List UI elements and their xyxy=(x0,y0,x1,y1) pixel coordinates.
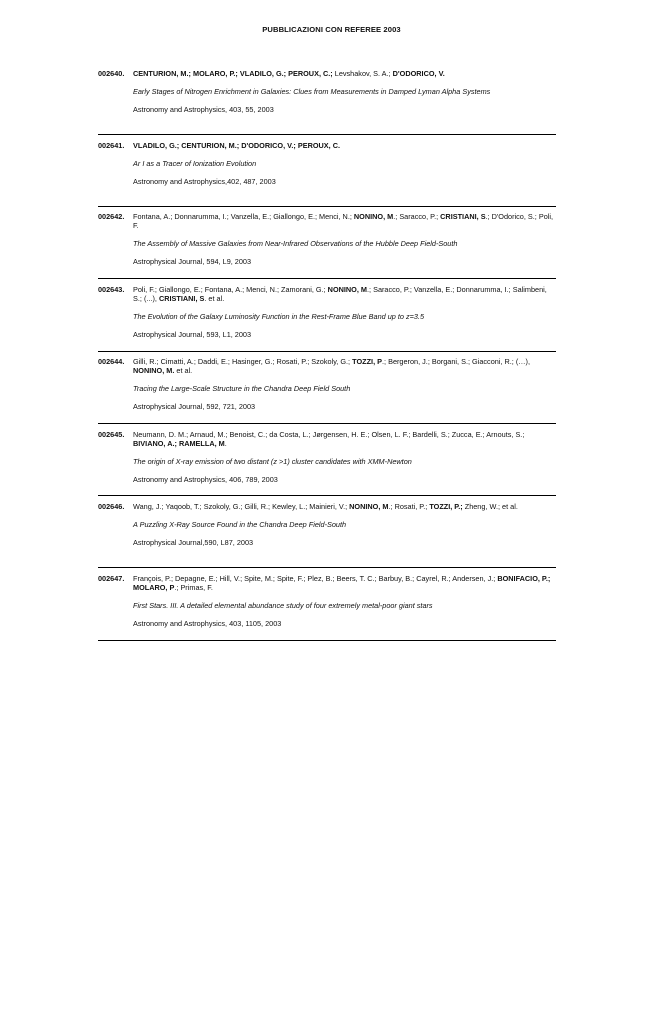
divider xyxy=(98,134,556,135)
publication-journal: Astrophysical Journal,590, L87, 2003 xyxy=(133,538,254,547)
author-text: .; Bergeron, J.; Borgani, S.; Giacconi, R.; (…), xyxy=(382,357,531,366)
publication-title: Early Stages of Nitrogen Enrichment in Galaxies: Clues from Measurements in Damped Lyman Alpha Systems xyxy=(133,87,491,96)
publication-number: 002644. xyxy=(98,357,125,366)
divider xyxy=(98,206,556,207)
publication-entry xyxy=(98,141,556,186)
publication-authors xyxy=(133,285,556,303)
publication-authors xyxy=(133,141,556,150)
publication-authors xyxy=(133,212,556,230)
publication-title: A Puzzling X-Ray Source Found in the Chandra Deep Field-South xyxy=(133,520,347,529)
author-highlight: NONINO, M xyxy=(349,502,389,511)
page-title: PUBBLICAZIONI CON REFEREE 2003 xyxy=(262,25,401,34)
publication-entry xyxy=(98,574,556,628)
author-highlight: BIVIANO, A.; RAMELLA, M xyxy=(133,439,225,448)
author-text: .; Rosati, P.; xyxy=(388,502,430,511)
publication-content xyxy=(133,212,556,266)
publication-authors xyxy=(133,502,556,511)
publication-authors xyxy=(133,574,556,592)
author-text: François, P.; Depagne, E.; Hill, V.; Spite, M.; Spite, F.; Plez, B.; Beers, T. C.; Barbuy, B.; Cayrel, R.; Andersen, J.; xyxy=(133,574,498,583)
publication-title: The Evolution of the Galaxy Luminosity Function in the Rest-Frame Blue Band up to z=3.5 xyxy=(133,312,425,321)
publication-content xyxy=(133,69,556,114)
publication-authors xyxy=(133,357,556,375)
publication-title: Tracing the Large-Scale Structure in the Chandra Deep Field South xyxy=(133,384,351,393)
publication-content xyxy=(133,357,556,411)
publication-number: 002643. xyxy=(98,285,125,294)
author-highlight: CENTURION, M.; MOLARO, P.; VLADILO, G.; PEROUX, C.; xyxy=(133,69,333,78)
author-highlight: BONIFACIO, P.; MOLARO, P xyxy=(133,574,551,592)
author-text: . et al. xyxy=(204,294,225,303)
divider xyxy=(98,495,556,496)
publication-journal: Astrophysical Journal, 592, 721, 2003 xyxy=(133,402,256,411)
publication-content xyxy=(133,574,556,628)
author-highlight: NONINO, M. xyxy=(133,366,175,375)
publication-entry xyxy=(98,285,556,339)
publication-entry xyxy=(98,69,556,114)
author-text: .; Saracco, P.; Vanzella, E.; Donnarumma, I.; Salimbeni, S.; (...), xyxy=(133,285,547,303)
author-highlight: VLADILO, G.; CENTURION, M.; D'ODORICO, V.; PEROUX, C. xyxy=(133,141,341,150)
publication-content xyxy=(133,430,556,484)
publication-number: 002640. xyxy=(98,69,125,78)
publication-authors xyxy=(133,430,556,448)
author-text: et al. xyxy=(174,366,193,375)
author-text: Gilli, R.; Cimatti, A.; Daddi, E.; Hasinger, G.; Rosati, P.; Szokoly, G.; xyxy=(133,357,353,366)
publication-content xyxy=(133,502,556,547)
author-highlight: TOZZI, P.; xyxy=(429,502,463,511)
publication-journal: Astronomy and Astrophysics, 406, 789, 2003 xyxy=(133,475,278,484)
publication-journal: Astrophysical Journal, 593, L1, 2003 xyxy=(133,330,252,339)
publication-content xyxy=(133,141,556,186)
publication-journal: Astronomy and Astrophysics, 403, 1105, 2003 xyxy=(133,619,282,628)
author-highlight: TOZZI, P xyxy=(352,357,382,366)
author-text: Wang, J.; Yaqoob, T.; Szokoly, G.; Gilli, R.; Kewley, L.; Mainieri, V.; xyxy=(133,502,350,511)
divider xyxy=(98,567,556,568)
author-text: Neumann, D. M.; Arnaud, M.; Benoist, C.; da Costa, L.; Jørgensen, H. E.; Olsen, L. F.; Bardelli, S.; Zucca, E.; Arnouts, S.; xyxy=(133,430,525,439)
author-highlight: CRISTIANI, S xyxy=(158,294,205,303)
author-text: .; D'Odorico, S.; Poli, F. xyxy=(133,212,554,230)
author-text: Zheng, W.; et al. xyxy=(462,502,518,511)
author-text: .; Saracco, P.; xyxy=(393,212,441,221)
publication-entry xyxy=(98,212,556,266)
divider xyxy=(98,423,556,424)
author-text: Poli, F.; Giallongo, E.; Fontana, A.; Menci, N.; Zamorani, G.; xyxy=(133,285,328,294)
divider xyxy=(98,640,556,641)
author-text: .; Primas, F. xyxy=(174,583,213,592)
publication-number: 002642. xyxy=(98,212,125,221)
author-text: Fontana, A.; Donnarumma, I.; Vanzella, E.; Giallongo, E.; Menci, N.; xyxy=(133,212,354,221)
publication-title: First Stars. III. A detailed elemental abundance study of four extremely metal-poor giant stars xyxy=(133,601,433,610)
publication-journal: Astrophysical Journal, 594, L9, 2003 xyxy=(133,257,252,266)
author-text: Levshakov, S. A.; xyxy=(332,69,393,78)
publication-journal: Astronomy and Astrophysics, 403, 55, 2003 xyxy=(133,105,274,114)
publication-number: 002641. xyxy=(98,141,125,150)
divider xyxy=(98,278,556,279)
publication-number: 002645. xyxy=(98,430,125,439)
author-text: . xyxy=(224,439,227,448)
publication-title: The origin of X-ray emission of two distant (z >1) cluster candidates with XMM-Newton xyxy=(133,457,412,466)
publication-entry xyxy=(98,430,556,484)
publication-number: 002646. xyxy=(98,502,125,511)
publication-content xyxy=(133,285,556,339)
publication-journal: Astronomy and Astrophysics,402, 487, 2003 xyxy=(133,177,276,186)
author-highlight: CRISTIANI, S xyxy=(440,212,486,221)
publication-entry xyxy=(98,502,556,547)
author-highlight: NONINO, M xyxy=(353,212,394,221)
publication-title: Ar I as a Tracer of Ionization Evolution xyxy=(133,159,257,168)
publication-number: 002647. xyxy=(98,574,125,583)
publication-entry xyxy=(98,357,556,411)
author-highlight: NONINO, M xyxy=(327,285,367,294)
author-highlight: D'ODORICO, V. xyxy=(392,69,445,78)
publication-title: The Assembly of Massive Galaxies from Near-Infrared Observations of the Hubble Deep Field-South xyxy=(133,239,458,248)
divider xyxy=(98,351,556,352)
publication-authors xyxy=(133,69,556,78)
